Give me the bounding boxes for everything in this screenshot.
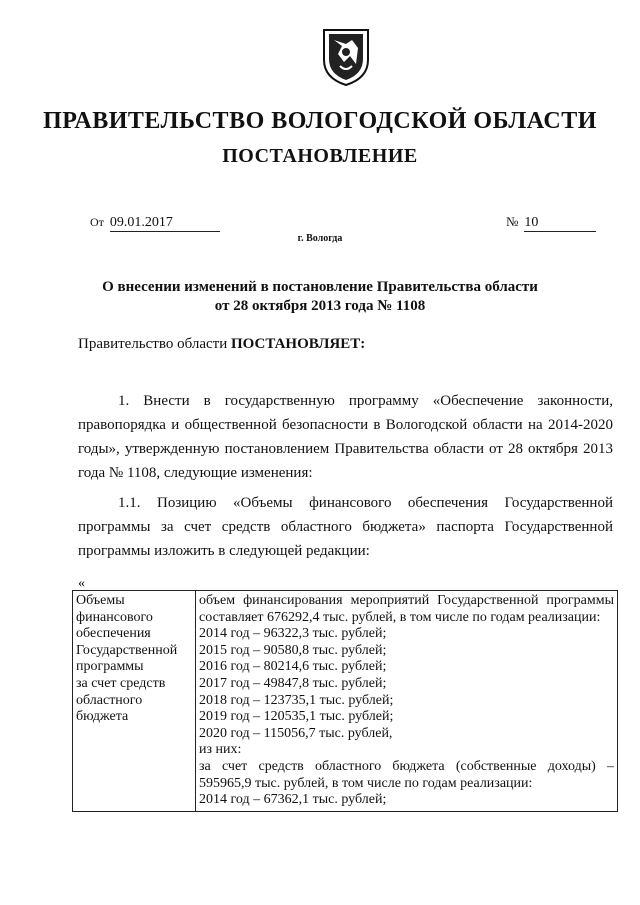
paragraph-1-1-text: 1.1. Позицию «Объемы финансового обеспечения Государственной программы за счет средств областного бюджета» паспорта Государственной программы изложить в следующей редакции:	[78, 495, 613, 559]
value-line: 2020 год – 115056,7 тыс. рублей,	[199, 725, 393, 741]
value-line: 2016 год – 80214,6 тыс. рублей;	[199, 659, 387, 675]
label-line: обеспечения	[76, 626, 151, 642]
label-line: бюджета	[76, 709, 129, 725]
value-line: 2014 год – 96322,3 тыс. рублей;	[199, 626, 387, 642]
label-line: программы	[76, 659, 144, 675]
table-row	[73, 591, 618, 812]
subject-line-2: от 28 октября 2013 года № 1108	[214, 298, 426, 314]
label-line: Объемы	[76, 593, 125, 608]
city: г. Вологда	[297, 233, 343, 244]
table-label-cell	[73, 591, 196, 812]
coat-of-arms-icon	[320, 26, 372, 88]
value-line: 2017 год – 49847,8 тыс. рублей;	[199, 675, 387, 691]
resolves-prefix: Правительство области	[78, 336, 231, 352]
label-line: финансового	[76, 609, 153, 625]
opening-quote: «	[78, 576, 85, 591]
label-line: за счет средств	[76, 675, 166, 691]
number-label: №	[506, 214, 519, 229]
value-line: 2015 год – 90580,8 тыс. рублей;	[199, 642, 387, 658]
paragraph-1	[78, 389, 613, 485]
date-line	[90, 214, 220, 232]
value-line: за счет средств областного бюджета (собственные доходы) – 595965,9 тыс. рублей, в том числе по годам реализации:	[199, 758, 614, 791]
government-title: ПРАВИТЕЛЬСТВО ВОЛОГОДСКОЙ ОБЛАСТИ	[43, 108, 597, 134]
document-subject	[60, 278, 580, 316]
label-line: областного	[76, 692, 143, 708]
paragraph-1-text: 1. Внести в государственную программу «Обеспечение законности, правопорядка и общественной безопасности в Вологодской области на 2014-2020 годы», утвержденную постановлением Правительства области от 28 октября 2013 года № 1108, следующие изменения:	[78, 393, 613, 481]
document-type: ПОСТАНОВЛЕНИЕ	[222, 145, 418, 167]
subject-line-1: О внесении изменений в постановление Правительства области	[102, 279, 538, 295]
value-line: 2014 год – 67362,1 тыс. рублей;	[199, 792, 387, 808]
number-value: 10	[524, 215, 596, 232]
paragraph-1-1	[78, 491, 613, 563]
label-line: Государственной	[76, 642, 178, 658]
table-value-cell	[196, 591, 618, 812]
value-line: объем финансирования мероприятий Государственной программы составляет 676292,4 тыс. рублей, в том числе по годам реализации:	[199, 593, 614, 625]
date-label: От	[90, 215, 104, 229]
number-line	[506, 214, 596, 232]
date-value: 09.01.2017	[110, 215, 220, 232]
resolves-line	[78, 336, 365, 353]
value-line: 2019 год – 120535,1 тыс. рублей;	[199, 709, 394, 725]
financing-table	[72, 590, 618, 812]
value-line: 2018 год – 123735,1 тыс. рублей;	[199, 692, 394, 708]
resolves-keyword: ПОСТАНОВЛЯЕТ:	[230, 336, 366, 352]
value-line: из них:	[199, 742, 242, 758]
